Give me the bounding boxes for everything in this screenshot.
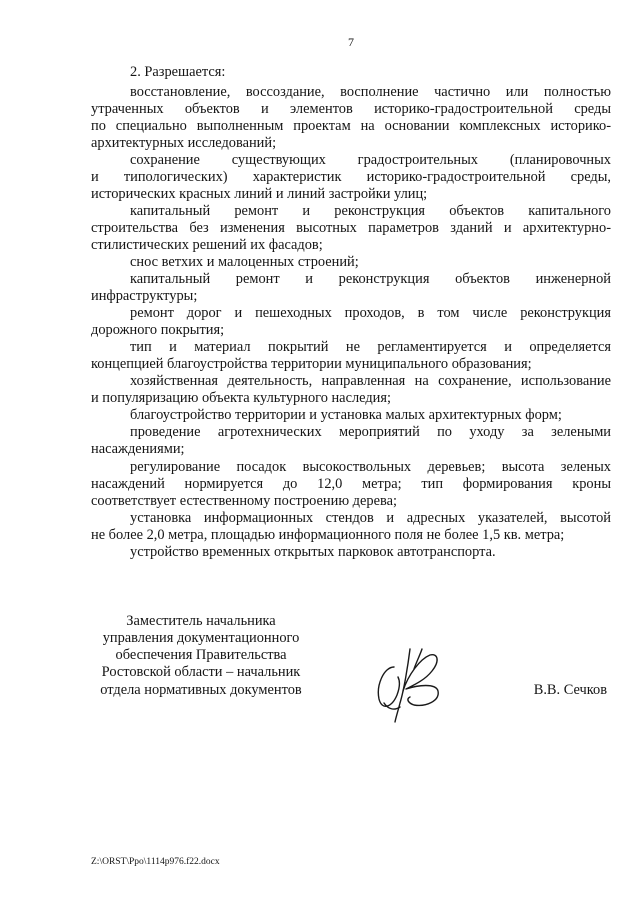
text-line: капитальный ремонт и реконструкция объектов инженерной bbox=[130, 271, 611, 288]
text-line: не более 2,0 метра, площадью информационного поля не более 1,5 кв. метра; bbox=[91, 526, 565, 543]
text-line: и типологических) характеристик историко-градостроительной среды, bbox=[91, 168, 611, 185]
text-line: стилистических решений их фасадов; bbox=[91, 236, 323, 253]
text-line: благоустройство территории и установка малых архитектурных форм; bbox=[130, 407, 562, 424]
text-line: тип и материал покрытий не регламентируется и определяется bbox=[130, 339, 611, 356]
text-line: устройство временных открытых парковок автотранспорта. bbox=[130, 543, 496, 560]
text-line: утраченных объектов и элементов историко-градостроительной среды bbox=[91, 100, 611, 117]
handwritten-signature bbox=[370, 645, 445, 725]
signer-name: В.В. Сечков bbox=[533, 681, 607, 698]
permitted-activity-item bbox=[91, 339, 611, 373]
permitted-activity-item bbox=[91, 152, 611, 203]
permitted-activity-item bbox=[91, 510, 611, 544]
text-line: ремонт дорог и пешеходных проходов, в том числе реконструкция bbox=[130, 305, 611, 322]
signatory-position bbox=[91, 613, 311, 699]
permitted-activity-item bbox=[91, 424, 611, 458]
text-line: дорожного покрытия; bbox=[91, 322, 225, 339]
signatory-position-line: обеспечения Правительства bbox=[115, 647, 287, 663]
signatory-position-line: Заместитель начальника bbox=[126, 612, 276, 629]
permitted-activity-item bbox=[91, 305, 611, 339]
permitted-activity-item bbox=[91, 84, 611, 152]
text-line: восстановление, воссоздание, восполнение частично или полностью bbox=[130, 83, 611, 100]
signatory-position-line: управления документационного bbox=[102, 629, 300, 646]
text-line: и популяризацию объекта культурного наследия; bbox=[91, 390, 391, 407]
permitted-activity-item bbox=[91, 407, 611, 424]
permitted-activity-item bbox=[91, 373, 611, 407]
text-line: концепцией благоустройства территории муниципального образования; bbox=[91, 356, 532, 373]
text-line: хозяйственная деятельность, направленная на сохранение, использование bbox=[130, 373, 611, 390]
permitted-activity-item bbox=[91, 203, 611, 254]
page-number: 7 bbox=[348, 35, 354, 49]
section-heading: 2. Разрешается: bbox=[130, 63, 226, 80]
signatory-position-line: Ростовской области – начальник bbox=[101, 664, 301, 681]
permitted-activities-list bbox=[91, 84, 611, 561]
permitted-activity-item bbox=[91, 544, 611, 561]
signatory-position-line: отдела нормативных документов bbox=[100, 681, 302, 698]
text-line: насаждениями; bbox=[91, 441, 185, 458]
footer-file-path: Z:\ORST\Ppo\1114p976.f22.docx bbox=[91, 857, 220, 867]
text-line: проведение агротехнических мероприятий по уходу за зелеными bbox=[130, 424, 611, 441]
text-line: сохранение существующих градостроительных (планировочных bbox=[130, 151, 611, 168]
permitted-activity-item bbox=[91, 459, 611, 510]
text-line: регулирование посадок высокоствольных деревьев; высота зеленых bbox=[130, 458, 611, 475]
text-line: по специально выполненным проектам на основании комплексных историко- bbox=[91, 117, 611, 134]
text-line: снос ветхих и малоценных строений; bbox=[130, 253, 359, 270]
text-line: насаждений нормируется до 12,0 метра; тип формирования кроны bbox=[91, 475, 611, 492]
text-line: соответствует естественному построению дерева; bbox=[91, 492, 397, 509]
permitted-activity-item bbox=[91, 254, 611, 271]
text-line: строительства без изменения высотных параметров зданий и архитектурно- bbox=[91, 219, 611, 236]
text-line: установка информационных стендов и адресных указателей, высотой bbox=[130, 509, 611, 526]
text-line: исторических красных линий и линий застройки улиц; bbox=[91, 185, 428, 202]
permitted-activity-item bbox=[91, 271, 611, 305]
text-line: капитальный ремонт и реконструкция объектов капитального bbox=[130, 202, 611, 219]
text-line: инфраструктуры; bbox=[91, 288, 198, 305]
text-line: архитектурных исследований; bbox=[91, 134, 277, 151]
